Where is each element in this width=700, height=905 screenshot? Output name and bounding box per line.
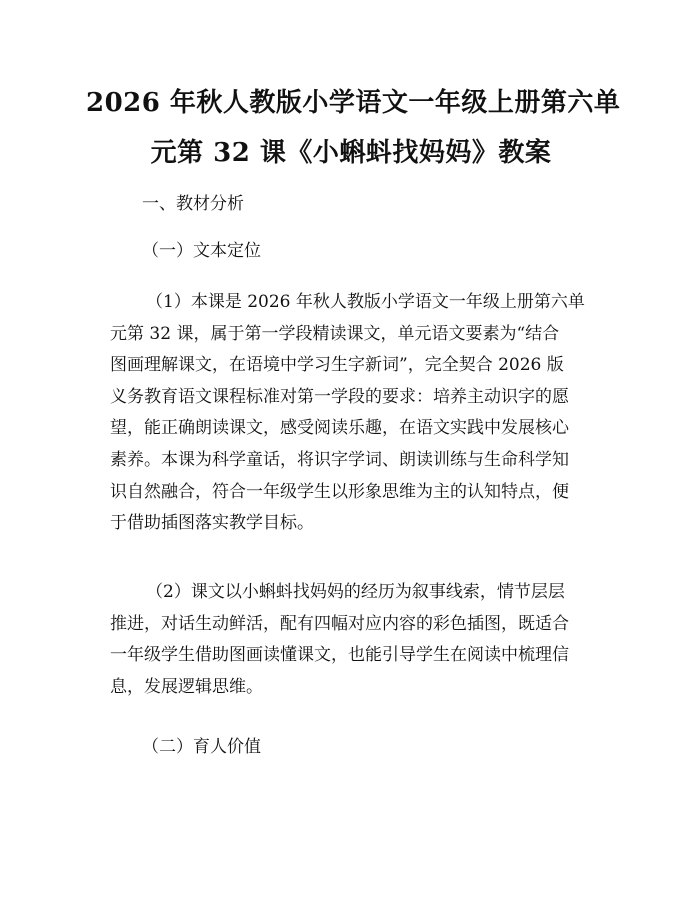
paragraph-line: 图画理解课文，在语境中学习生字新词”，完全契合 2026 版	[110, 355, 564, 376]
paragraph-line: 义务教育语文课程标准对第一学段的要求：培养主动识字的愿	[110, 386, 569, 407]
paragraph-line: 元第 32 课，属于第一学段精读课文，单元语文要素为“结合	[110, 323, 560, 344]
paragraph-line: （2）课文以小蝌蚪找妈妈的经历为叙事线索，情节层层	[146, 582, 565, 602]
subsection-heading: （二）育人价值	[142, 737, 261, 757]
paragraph-line: 素养。本课为科学童话，将识字学词、朗读训练与生命科学知	[110, 449, 569, 470]
title-line: 2026 年秋人教版小学语文一年级上册第六单	[86, 88, 621, 118]
paragraph-line: 息，发展逻辑思维。	[110, 676, 263, 697]
paragraph-line: 一年级学生借助图画读懂课文，也能引导学生在阅读中梳理信	[110, 645, 569, 666]
title-line: 元第 32 课《小蝌蚪找妈妈》教案	[150, 138, 552, 168]
paragraph	[110, 577, 592, 703]
paragraph-line: 于借助插图落实教学目标。	[110, 513, 314, 534]
paragraph-line: 识自然融合，符合一年级学生以形象思维为主的认知特点，便	[110, 481, 569, 502]
paragraph-line: 推进，对话生动鲜活，配有四幅对应内容的彩色插图，既适合	[110, 613, 569, 634]
paragraph	[110, 287, 592, 540]
paragraph-line: （1）本课是 2026 年秋人教版小学语文一年级上册第六单	[146, 292, 585, 312]
section-heading: 一、教材分析	[142, 194, 244, 214]
subsection-heading: （一）文本定位	[142, 241, 261, 261]
paragraph-line: 望，能正确朗读课文，感受阅读乐趣，在语文实践中发展核心	[110, 418, 569, 439]
document-title	[86, 78, 621, 178]
